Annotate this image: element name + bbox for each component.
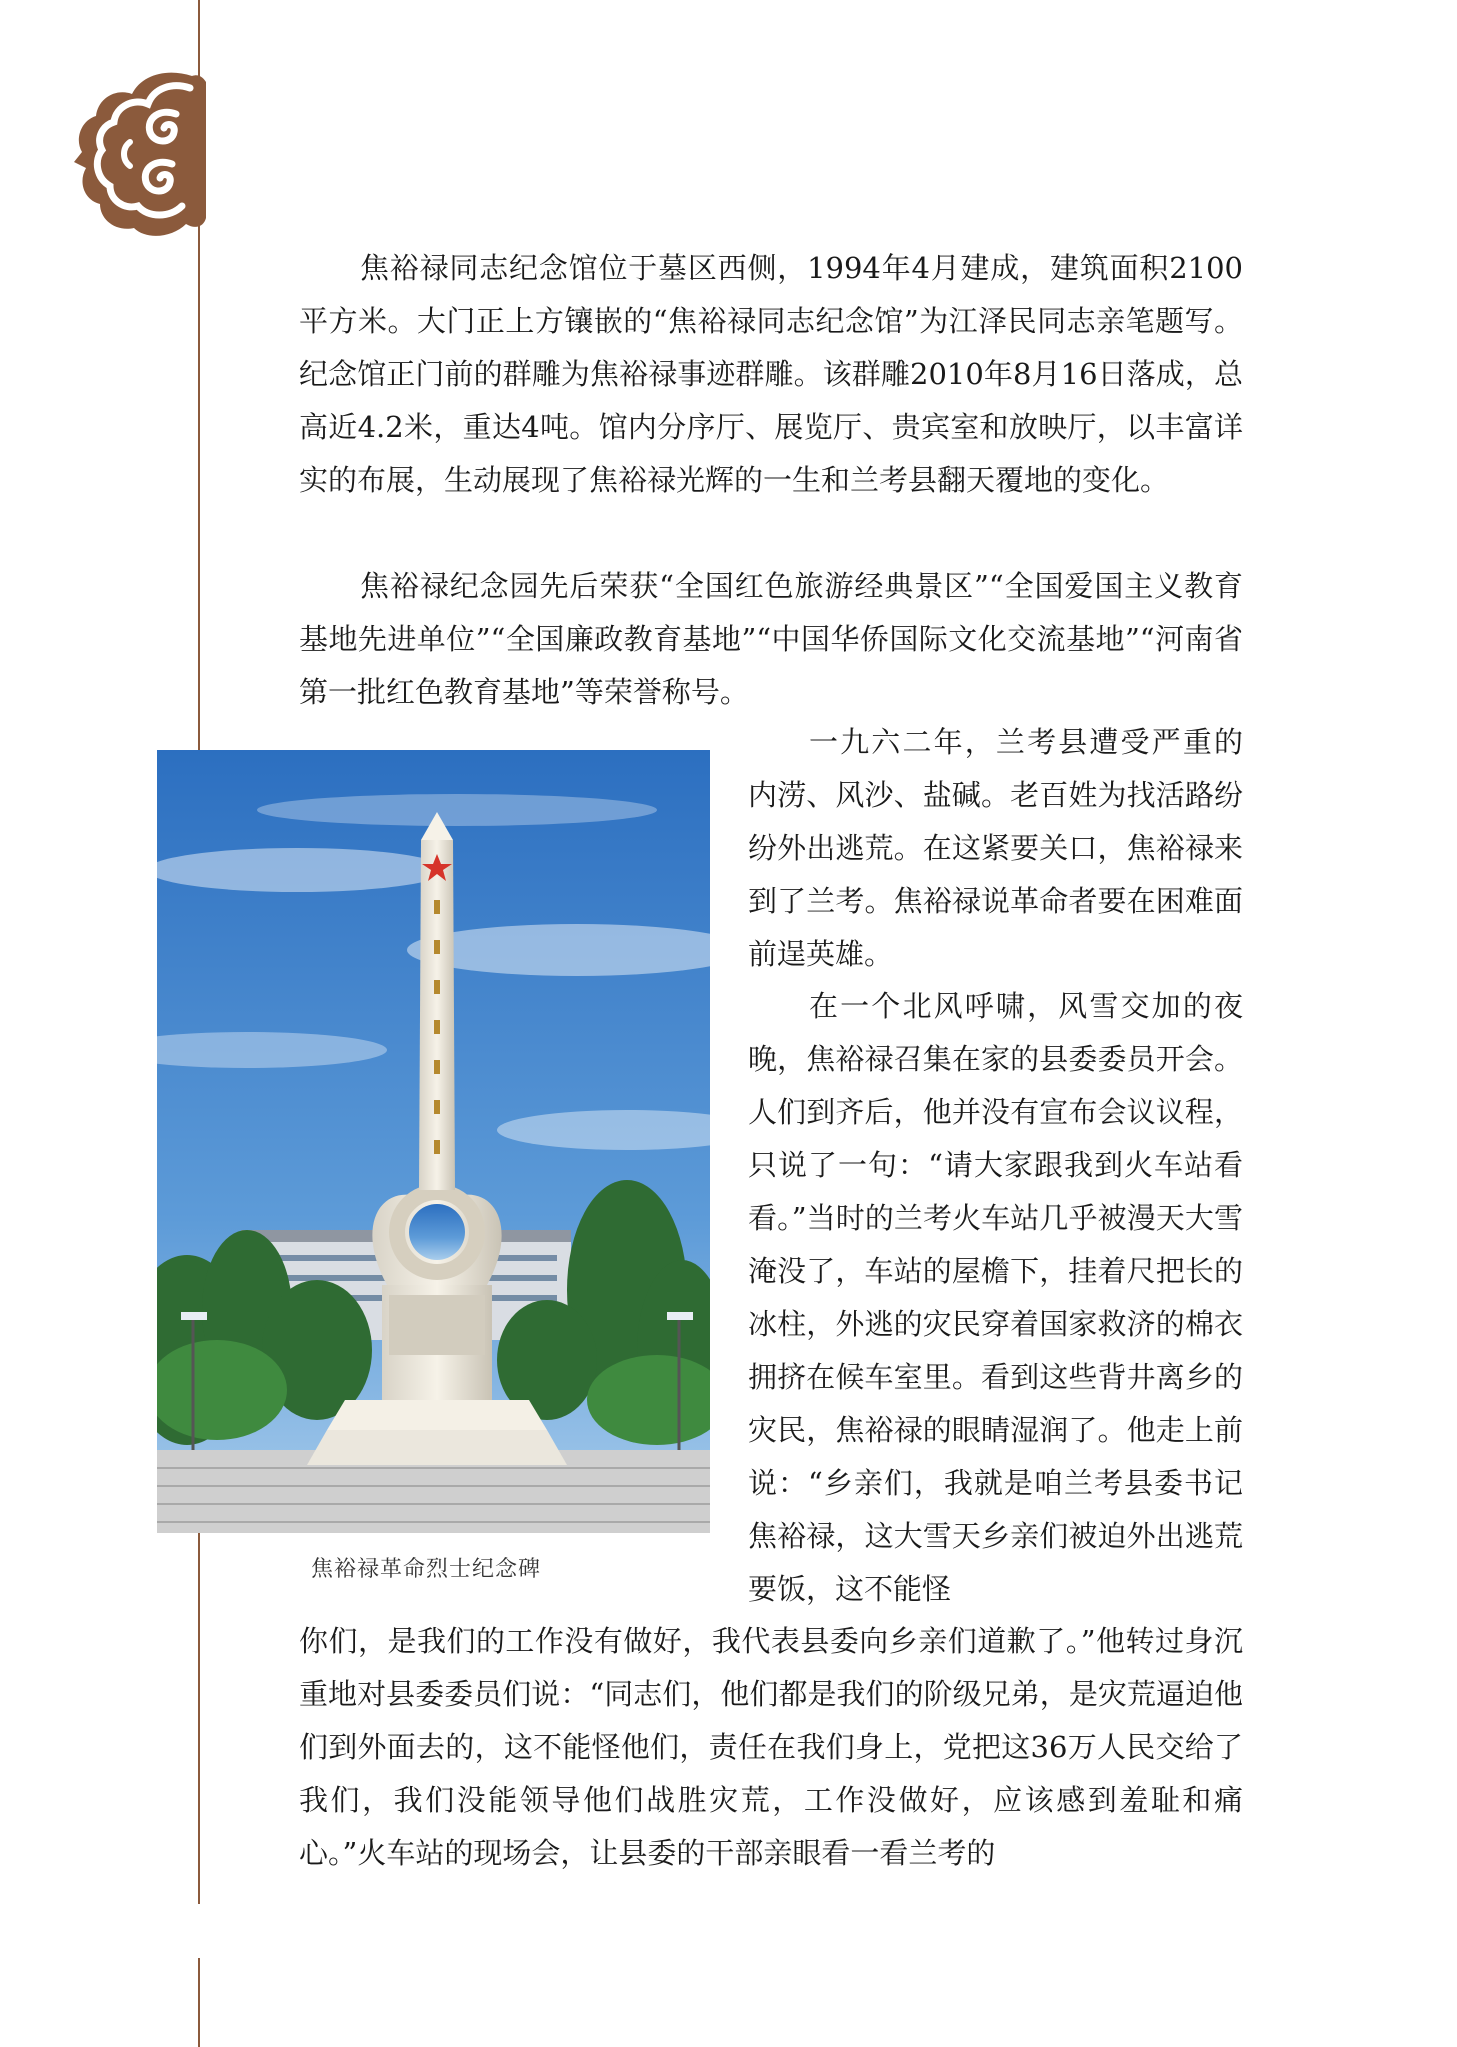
paragraph-railway-station: 在一个北风呼啸，风雪交加的夜晚，焦裕禄召集在家的县委委员开会。人们到齐后，他并没有宣布会议议程，只说了一句：“请大家跟我到火车站看看。”当时的兰考火车站几乎被漫天大雪淹没了，车站的屋檐下，挂着尺把长的冰柱，外逃的灾民穿着国家救济的棉衣拥挤在候车室里。看到这些背井离乡的灾民，焦裕禄的眼睛湿润了。他走上前说：“乡亲们，我就是咱兰考县委书记焦裕禄，这大雪天乡亲们被迫外出逃荒要饭，这不能怪 — [748, 989, 1243, 1606]
margin-rule-bottom — [198, 1958, 200, 2047]
photo-caption: 焦裕禄革命烈士纪念碑 — [311, 1557, 542, 1582]
monument-photo — [157, 750, 710, 1533]
paragraph-railway-station-continued: 你们，是我们的工作没有做好，我代表县委向乡亲们道歉了。”他转过身沉重地对县委委员们说：“同志们，他们都是我们的阶级兄弟，是灾荒逼迫他们到外面去的，这不能怪他们，责任在我们身上，党把这36万人民交给了我们，我们没能领导他们战胜灾荒，工作没做好，应该感到羞耻和痛心。”火车站的现场会，让县委的干部亲眼看一看兰考的 — [299, 1624, 1243, 1870]
paragraph-1962-hardship: 一九六二年，兰考县遭受严重的内涝、风沙、盐碱。老百姓为找活路纷纷外出逃荒。在这紧要关口，焦裕禄来到了兰考。焦裕禄说革命者要在困难面前逞英雄。 — [748, 725, 1243, 971]
cloud-ornament-icon — [72, 68, 206, 240]
paragraph-honors: 焦裕禄纪念园先后荣获“全国红色旅游经典景区”“全国爱国主义教育基地先进单位”“全国廉政教育基地”“中国华侨国际文化交流基地”“河南省第一批红色教育基地”等荣誉称号。 — [299, 569, 1243, 709]
paragraph-memorial-hall: 焦裕禄同志纪念馆位于墓区西侧，1994年4月建成，建筑面积2100平方米。大门正上方镶嵌的“焦裕禄同志纪念馆”为江泽民同志亲笔题写。纪念馆正门前的群雕为焦裕禄事迹群雕。该群雕2010年8月16日落成，总高近4.2米，重达4吨。馆内分序厅、展览厅、贵宾室和放映厅，以丰富详实的布展，生动展现了焦裕禄光辉的一生和兰考县翻天覆地的变化。 — [299, 251, 1243, 497]
